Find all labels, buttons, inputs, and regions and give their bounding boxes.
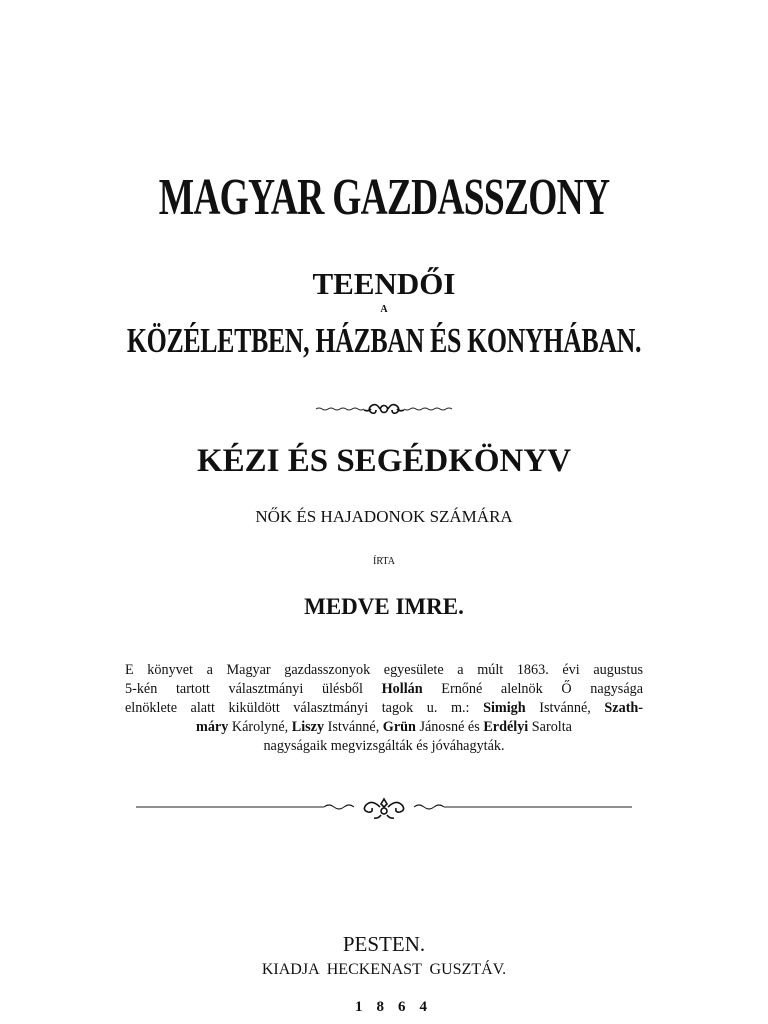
scroll-ornament-small-icon bbox=[0, 398, 768, 420]
book-type: KÉZI ÉS SEGÉDKÖNYV bbox=[196, 443, 572, 479]
audience-line: NŐK ÉS HAJADONOK SZÁMÁRA bbox=[255, 507, 513, 526]
written-by-label: ÍRTA bbox=[373, 556, 395, 567]
name-grun: Grün bbox=[382, 719, 416, 735]
name-hollan: Hollán bbox=[381, 681, 423, 697]
publisher-line: KIADJA HECKENAST GUSZTÁV. bbox=[261, 961, 507, 978]
approval-note bbox=[125, 661, 643, 756]
note-line-4: máry Károlyné, Liszy Istvánné, Grün Jánosné és Erdélyi Sarolta bbox=[196, 719, 572, 735]
note-line-5: nagyságaik megvizsgálták és jóváhagyták. bbox=[263, 738, 505, 754]
name-liszy: Liszy bbox=[291, 719, 325, 735]
name-szathmary: Szath- bbox=[604, 700, 644, 716]
subtitle-line-2: KÖZÉLETBEN, HÁZBAN ÉS KONYHÁBAN. bbox=[126, 321, 642, 360]
name-erdelyi: Erdélyi bbox=[483, 719, 529, 735]
publication-place: PESTEN. bbox=[342, 932, 426, 956]
note-line-1: E könyvet a Magyar gazdasszonyok egyesülete a múlt 1863. évi augustus bbox=[125, 662, 643, 678]
subtitle-connector: A bbox=[380, 304, 388, 315]
scroll-ornament-large-icon bbox=[0, 795, 768, 821]
note-line-2: 5-kén tartott választmányi ülésből Hollán Ernőné alelnök Ő nagysága bbox=[125, 681, 644, 697]
author-name: MEDVE IMRE. bbox=[304, 594, 464, 619]
book-title: MAGYAR GAZDASSZONY bbox=[158, 169, 610, 226]
subtitle-line-1: TEENDŐI bbox=[312, 266, 456, 301]
publication-year: 1864 bbox=[355, 999, 441, 1015]
note-line-3: elnöklete alatt kiküldött választmányi tagok u. m.: Simigh Istvánné, Szath- bbox=[125, 700, 644, 716]
name-simigh: Simigh bbox=[483, 700, 526, 716]
